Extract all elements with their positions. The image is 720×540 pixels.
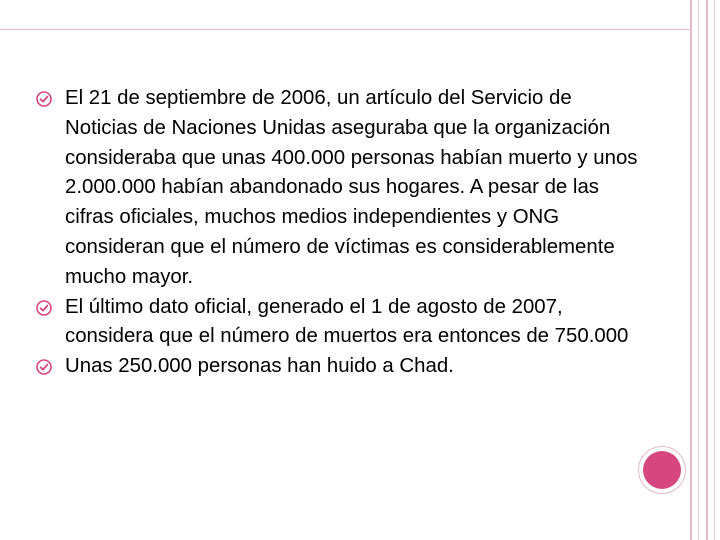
- list-item: [36, 84, 646, 293]
- right-frame-line: [714, 0, 715, 540]
- circled-check-icon: [36, 359, 52, 375]
- circled-check-icon: [36, 91, 52, 107]
- bullet-text: El último dato oficial, generado el 1 de agosto de 2007, considera que el número de muertos era entonces de 750.000: [65, 295, 629, 348]
- right-frame-line: [706, 0, 708, 540]
- list-item: [36, 352, 646, 382]
- bullet-text: Unas 250.000 personas han huido a Chad.: [65, 355, 454, 378]
- bullet-list: [36, 84, 646, 382]
- right-frame-line: [690, 0, 692, 540]
- decorative-dot: [643, 451, 681, 489]
- right-frame-line: [698, 0, 699, 540]
- bullet-text: El 21 de septiembre de 2006, un artículo del Servicio de Noticias de Naciones Unidas aseguraba que la organización consideraba que unas 400.000 personas habían muerto y unos 2.000.000 habían abandonado sus hogares. A pesar de las cifras oficiales, muchos medios independientes y ONG consideran que el número de víctimas es considerablemente mucho mayor.: [65, 87, 638, 288]
- circled-check-icon: [36, 300, 52, 316]
- list-item: [36, 293, 646, 353]
- top-frame-line: [0, 29, 690, 30]
